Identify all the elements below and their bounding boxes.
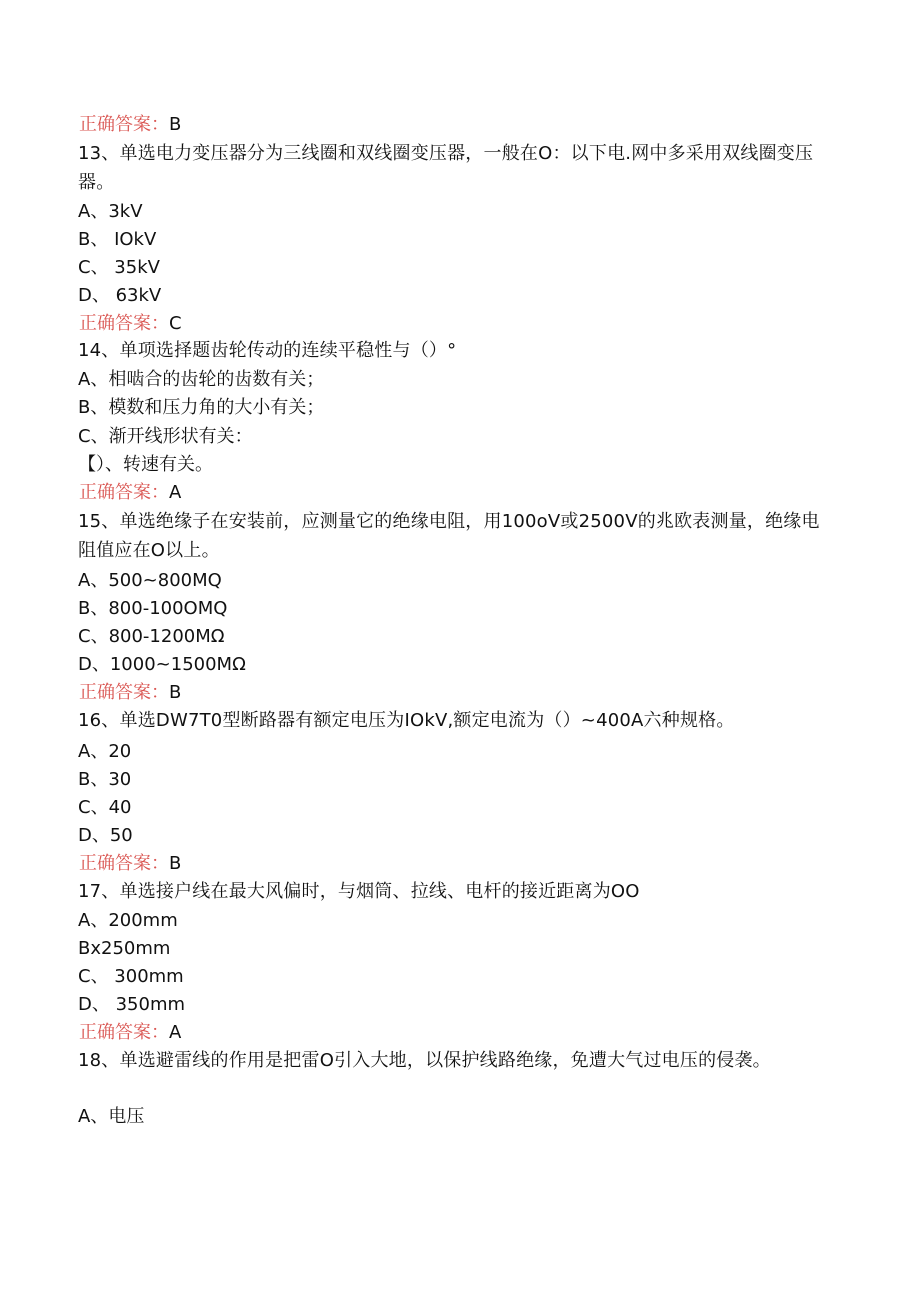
option-14-b: B、模数和压力角的大小有关； [78,397,325,418]
option-14-c: C、渐开线形状有关： [78,426,253,447]
option-16-b: B、30 [78,769,132,790]
option-16-c: C、40 [78,797,132,818]
answer-line [79,680,181,706]
question-14: 14、单项选择题齿轮传动的连续平稳性与（）° [78,340,457,361]
option-18-a: A、电压 [78,1106,145,1127]
option-17-d: D、 350mm [78,994,186,1015]
answer-line [79,1020,181,1046]
question-18: 18、单选避雷线的作用是把雷O引入大地，以保护线路绝缘，免遭大气过电压的侵袭。 [78,1050,771,1071]
option-15-c: C、800-1200MΩ [78,626,225,647]
option-17-a: A、200mm [78,910,178,931]
option-16-a: A、20 [78,741,132,762]
option-13-d: D、 63kV [78,285,162,306]
answer-line [79,112,181,138]
answer-line [79,480,181,506]
answer-label: 正确答案： [79,313,169,334]
option-16-d: D、50 [78,825,133,846]
option-15-d: D、1000~1500MΩ [78,654,246,675]
answer-label: 正确答案： [79,1022,169,1043]
option-13-a: A、3kV [78,201,143,222]
question-15: 15、单选绝缘子在安装前，应测量它的绝缘电阻，用100oV或2500V的兆欧表测量，绝缘电阻值应在O以上。 [78,511,820,561]
option-13-b: B、 IOkV [78,229,157,250]
answer-label: 正确答案： [79,682,169,703]
answer-value: B [169,114,182,135]
answer-label: 正确答案： [79,114,169,135]
question-13: 13、单选电力变压器分为三线圈和双线圈变压器，一般在O：以下电.网中多采用双线圈变压器。 [78,143,814,193]
option-17-b: Bx250mm [78,938,171,959]
question-17: 17、单选接户线在最大风偏时，与烟筒、拉线、电杆的接近距离为OO [78,881,640,902]
option-14-d: 【）、转速有关。 [78,454,213,475]
answer-label: 正确答案： [79,853,169,874]
answer-value: B [169,853,182,874]
option-17-c: C、 300mm [78,966,184,987]
option-15-a: A、500~800MQ [78,570,222,591]
answer-value: C [169,313,182,334]
option-13-c: C、 35kV [78,257,160,278]
answer-line [79,851,181,877]
answer-label: 正确答案： [79,482,169,503]
answer-value: A [169,482,182,503]
option-15-b: B、800-100OMQ [78,598,228,619]
answer-value: B [169,682,182,703]
answer-value: A [169,1022,182,1043]
answer-line [79,311,182,337]
question-16: 16、单选DW7T0型断路器有额定电压为IOkV,额定电流为（）~400A六种规格。 [78,710,735,731]
option-14-a: A、相啮合的齿轮的齿数有关； [78,369,325,390]
